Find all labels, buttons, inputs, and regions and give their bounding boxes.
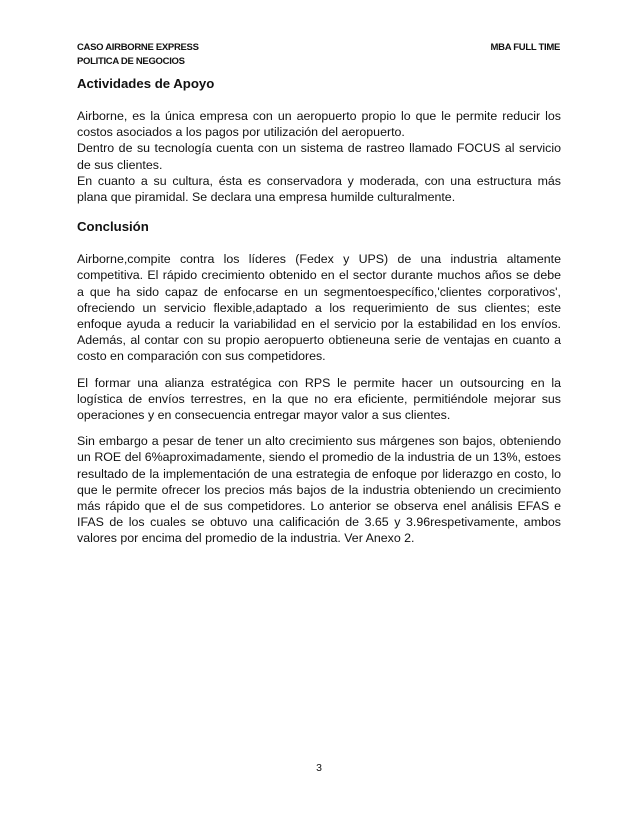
paragraph: Sin embargo a pesar de tener un alto crecimiento sus márgenes son bajos, obteniendo un ROE del 6%aproximadamente, siendo el promedio de la industria de un 13%, estoes resultado de la implementación de una estrategia de enfoque por liderazgo en costo, lo que le permite ofrecer los precios más bajos de la industria obteniendo un crecimiento más rápido que el de sus competidores. Lo anterior se observa enel análisis EFAS e IFAS de los cuales se obtuvo una calificación de 3.65 y 3.96respetivamente, ambos valores por encima del promedio de la industria. Ver Anexo 2. [77,434,561,546]
section-title-conclusion: Conclusión [77,219,149,235]
paragraph: Dentro de su tecnología cuenta con un sistema de rastreo llamado FOCUS al servicio de sus clientes. [77,141,561,172]
page-body [77,75,561,547]
header-left [77,41,199,69]
paragraph: En cuanto a su cultura, ésta es conservadora y moderada, con una estructura más plana que piramidal. Se declara una empresa humilde culturalmente. [77,173,561,205]
header-case-title: CASO AIRBORNE EXPRESS [77,42,199,53]
section-title-actividades: Actividades de Apoyo [77,76,215,91]
paragraph: Airborne,compite contra los líderes (Fedex y UPS) de una industria altamente competitiva. El rápido crecimiento obtenido en el sector durante muchos años se debe a que ha sido capaz de enfocarse en un segmentoespecífico,'clientes corporativos', ofreciendo un servicio flexible,adaptado a los requerimiento de sus clientes; este enfoque ayuda a reducir la variabilidad en el servicio por la estabilidad en los envíos. Además, al contar con su propio aeropuerto obtieneuna serie de ventajas en cuanto a costo en comparación con sus competidores. [77,252,561,364]
header-program: MBA FULL TIME [490,42,560,53]
paragraph: El formar una alianza estratégica con RPS le permite hacer un outsourcing en la logística de envíos terrestres, en la que no era eficiente, permitiéndole mejorar sus operaciones y en consecuencia entregar mayor valor a sus clientes. [77,375,561,423]
header-course-title: POLITICA DE NEGOCIOS [77,56,185,67]
section-conclusion-body [77,251,561,546]
section-actividades-body [77,108,561,205]
page-number: 3 [316,762,322,774]
paragraph: Airborne, es la única empresa con un aeropuerto propio lo que le permite reducir los costos asociados a los pagos por utilización del aeropuerto. [77,109,561,140]
